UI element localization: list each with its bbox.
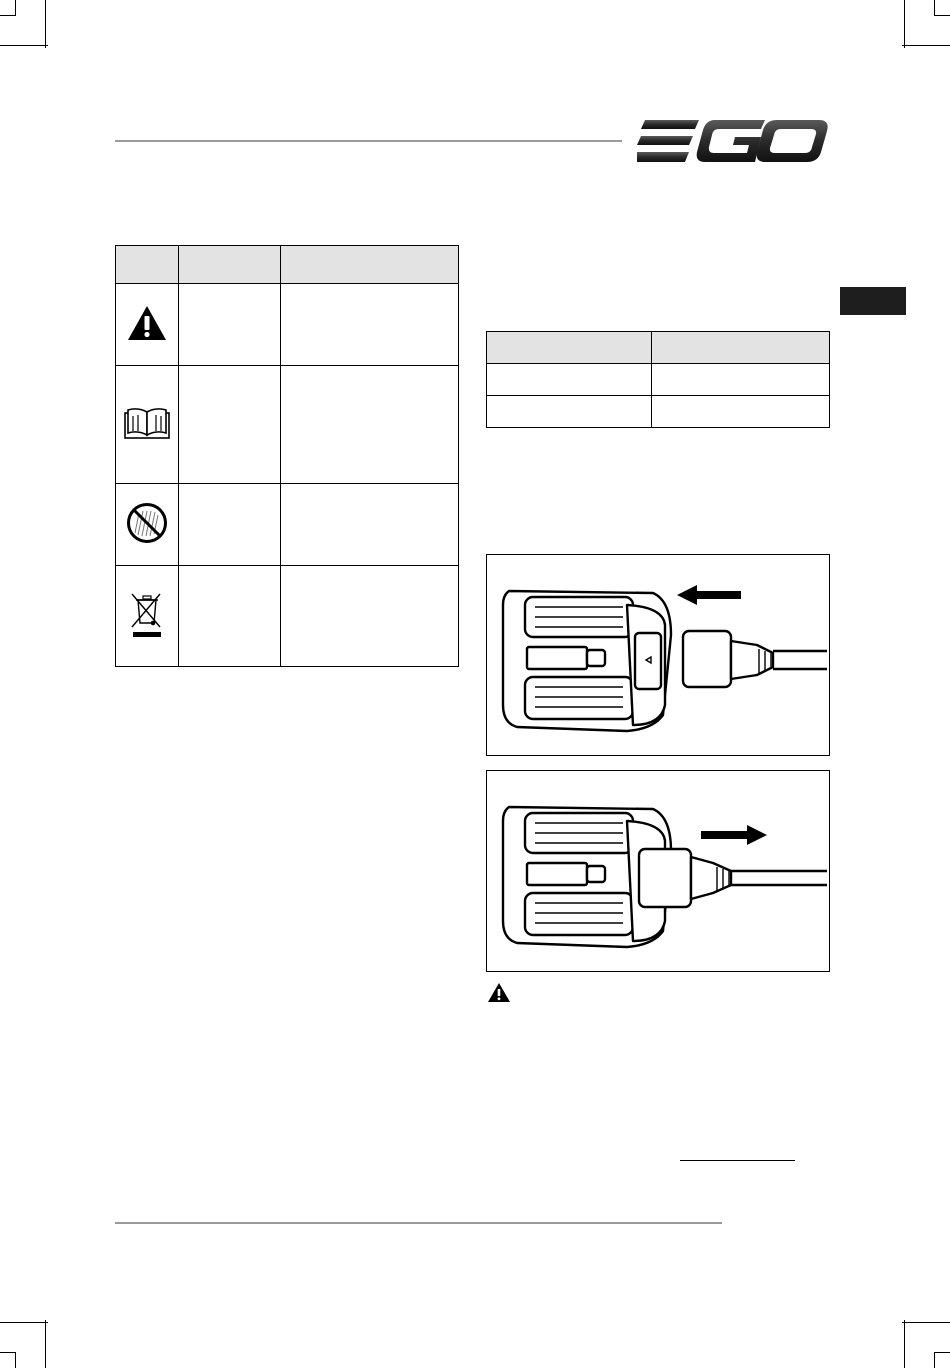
symbol-cell (116, 366, 179, 484)
crop-mark (45, 1320, 46, 1368)
crop-mark (0, 1322, 48, 1323)
ego-logo (637, 118, 829, 164)
arrow-left-icon (677, 585, 741, 605)
footer-rule (115, 1222, 722, 1224)
language-tab (840, 287, 906, 315)
crop-mark (904, 1320, 905, 1368)
crop-mark (15, 1352, 16, 1368)
table-row (116, 366, 459, 484)
crop-mark (0, 45, 48, 46)
table-row (116, 566, 459, 667)
table-row (487, 364, 830, 396)
table-row (116, 284, 459, 366)
symbol-name (179, 566, 281, 667)
symbols-header-name (179, 246, 281, 284)
battery-plug-connected-illustration (487, 771, 829, 971)
symbols-table (115, 245, 459, 667)
table-row (116, 484, 459, 566)
crop-mark (934, 1352, 935, 1368)
crop-mark (15, 0, 16, 16)
symbol-cell (116, 484, 179, 566)
warning-triangle-icon (127, 305, 167, 341)
spec-cell (487, 396, 652, 428)
arrow-right-icon (701, 825, 767, 845)
spec-header-2 (652, 332, 830, 364)
crop-mark (904, 0, 905, 48)
symbol-description (281, 284, 459, 366)
no-rain-icon (126, 502, 168, 544)
symbol-name (179, 284, 281, 366)
read-manual-icon (124, 407, 170, 439)
crop-mark (0, 1352, 16, 1353)
symbol-description (281, 566, 459, 667)
crop-mark (934, 15, 950, 16)
symbol-description (281, 366, 459, 484)
spec-cell (487, 364, 652, 396)
symbol-name (179, 366, 281, 484)
battery-plug-illustration (487, 555, 829, 755)
crop-mark (902, 1322, 950, 1323)
symbol-cell (116, 284, 179, 366)
crop-mark (934, 0, 935, 16)
symbol-description (281, 484, 459, 566)
symbol-name (179, 484, 281, 566)
figure-plug-connected (486, 770, 830, 972)
weee-crossed-bin-icon (129, 591, 165, 639)
spec-header-1 (487, 332, 652, 364)
symbol-cell (116, 566, 179, 667)
symbols-header-description (281, 246, 459, 284)
crop-mark (902, 45, 950, 46)
specifications-table (486, 331, 830, 428)
crop-mark (45, 0, 46, 48)
spec-cell (652, 396, 830, 428)
link-underline (680, 1160, 795, 1161)
figure-insert-plug (486, 554, 830, 756)
symbols-header-symbol (116, 246, 179, 284)
table-row (487, 396, 830, 428)
header-rule (115, 140, 622, 142)
spec-cell (652, 364, 830, 396)
warning-triangle-icon (487, 982, 511, 1003)
crop-mark (934, 1352, 950, 1353)
crop-mark (0, 15, 16, 16)
